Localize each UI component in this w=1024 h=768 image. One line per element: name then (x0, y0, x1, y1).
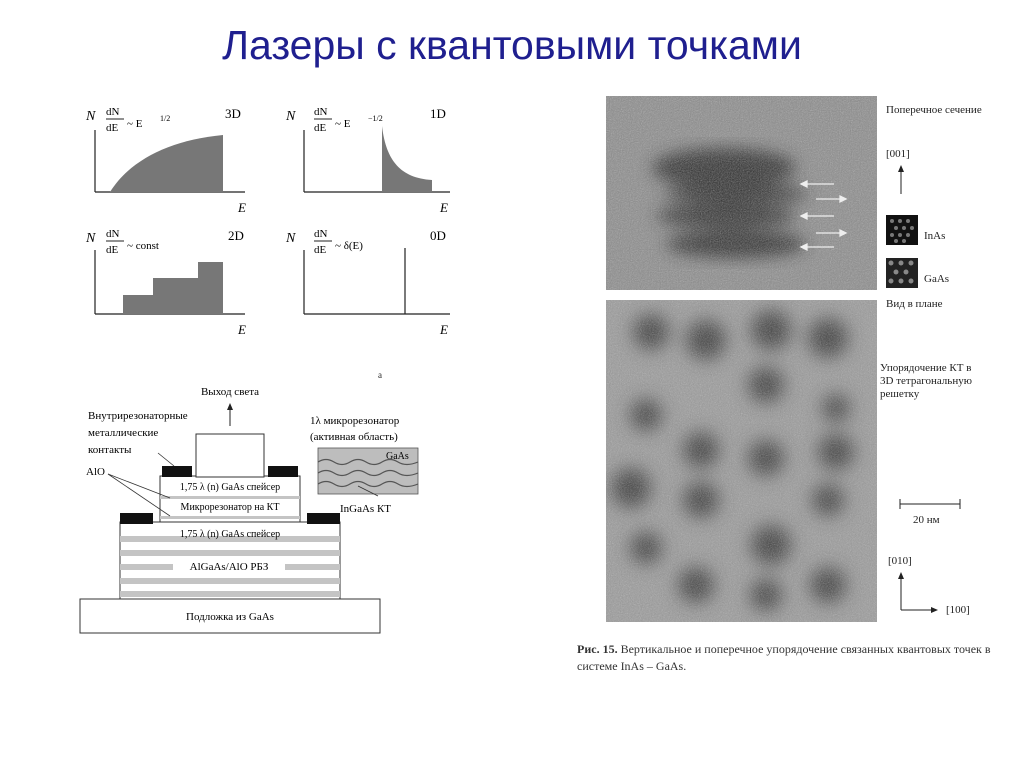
relation-0d: ~ δ(E) (335, 240, 363, 252)
dbr-label: AlGaAs/AlO РБЗ (189, 561, 269, 573)
device-diagram (78, 378, 438, 636)
exponent-3d: 1/2 (160, 114, 171, 123)
contacts-label-2: металлические (88, 427, 159, 439)
dos-3d-plot (80, 100, 270, 218)
de-label: dE (314, 122, 327, 134)
dos-0d-plot (282, 222, 472, 342)
relation-1d: ~ E (335, 118, 351, 130)
gaas-label: GaAs (924, 273, 950, 285)
dir-001-arrow (896, 164, 906, 196)
figure-caption (577, 641, 1007, 675)
axis-e: E (440, 200, 448, 215)
tag-0d: 0D (430, 228, 446, 243)
tem-plan-view-image (606, 300, 877, 622)
microresonator-label: Микрорезонатор на КТ (180, 502, 280, 513)
dos-3d-area (110, 135, 223, 192)
axis-n: N (286, 109, 296, 124)
dos-1d-plot (282, 100, 472, 218)
dn-label: dN (106, 106, 120, 118)
axis-e: E (440, 322, 448, 337)
tag-1d: 1D (430, 106, 446, 121)
inset-title-1: 1λ микрорезонатор (310, 415, 400, 427)
dos-2d-plot (80, 222, 270, 342)
inas-swatch (886, 215, 918, 245)
tag-2d: 2D (228, 228, 244, 243)
dir-010-label: [010] (888, 555, 912, 567)
contact-bottom-right (307, 513, 340, 524)
gaas-swatch (886, 258, 918, 288)
slide-title: Лазеры с квантовыми точками (222, 22, 802, 68)
light-out-label: Выход света (200, 386, 260, 398)
axis-n: N (286, 231, 296, 246)
de-label: dE (106, 244, 119, 256)
inset-gaas-label: GaAs (386, 451, 409, 462)
tag-3d: 3D (225, 106, 241, 121)
dn-label: dN (314, 228, 328, 240)
spacer-top-label: 1,75 λ (n) GaAs спейсер (179, 482, 281, 493)
dir-001-label: [001] (886, 148, 910, 160)
ordering-label (880, 362, 1005, 401)
cross-section-label: Поперечное сечение (886, 104, 982, 116)
scale-bar (898, 498, 962, 510)
exponent-1d: −1/2 (368, 114, 383, 123)
inas-label: InAs (924, 230, 946, 242)
contacts-label-3: контакты (88, 444, 132, 456)
scale-label: 20 нм (913, 514, 940, 526)
contact-top-right (268, 466, 298, 477)
spacer-bottom-label: 1,75 λ (n) GaAs спейсер (179, 529, 281, 540)
substrate-label: Подложка из GaAs (186, 611, 274, 623)
axis-n: N (86, 109, 96, 124)
dn-label: dN (106, 228, 120, 240)
relation-2d: ~ const (127, 240, 159, 252)
axis-e: E (238, 322, 246, 337)
dos-2d-steps (123, 262, 223, 314)
caption-label: Рис. 15. (577, 642, 618, 656)
tem-cross-section-image (606, 96, 877, 290)
plan-view-label: Вид в плане (886, 298, 943, 310)
contacts-label-1: Внутрирезонаторные (88, 410, 188, 422)
axis-e: E (238, 200, 246, 215)
small-a-mark: а (378, 370, 382, 380)
ordering-line-2: 3D тетрагональную (880, 375, 972, 387)
plan-axes-arrows (896, 570, 942, 614)
dir-100-label: [100] (946, 604, 970, 616)
inset-title-2: (активная область) (310, 431, 398, 443)
caption-text: Вертикальное и поперечное упорядочение связанных квантовых точек в системе InAs – GaAs. (577, 642, 991, 673)
ordering-line-3: решетку (880, 388, 920, 400)
inset-ingaas-label: InGaAs КТ (340, 503, 392, 515)
ordering-line-1: Упорядочение КТ в (880, 362, 972, 374)
de-label: dE (106, 122, 119, 134)
dos-1d-area (382, 126, 432, 192)
relation-3d: ~ E (127, 118, 143, 130)
alo-label: AlO (86, 466, 105, 478)
contact-bottom-left (120, 513, 153, 524)
dn-label: dN (314, 106, 328, 118)
de-label: dE (314, 244, 327, 256)
top-dbr (196, 434, 264, 477)
axis-n: N (86, 231, 96, 246)
contact-top-left (162, 466, 192, 477)
